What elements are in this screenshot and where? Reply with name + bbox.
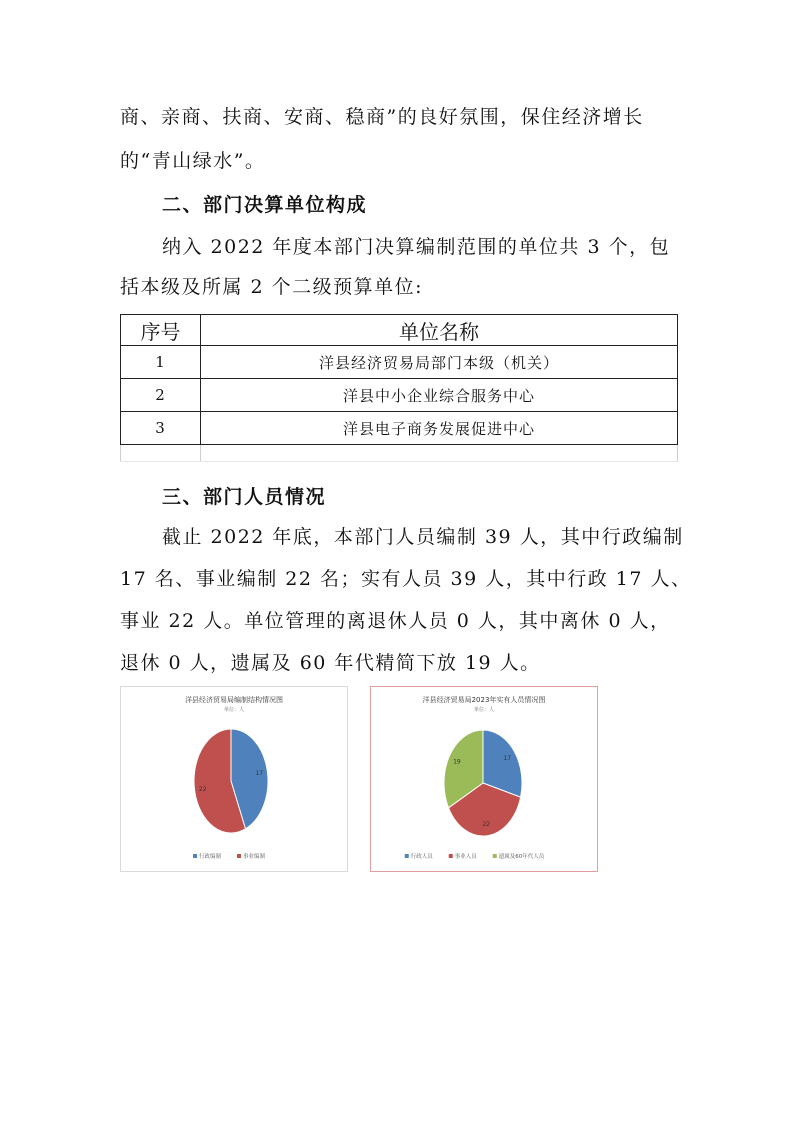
table-cell: 1 (121, 346, 201, 379)
table-cell: 洋县中小企业综合服务中心 (201, 379, 678, 412)
paragraph-line: 退休 0 人，遗属及 60 年代精简下放 19 人。 (120, 652, 541, 674)
pie-chart-staffing (120, 686, 348, 872)
chart-subtitle: 单位：人 (223, 707, 245, 713)
legend-label: 行政编制 (199, 854, 222, 860)
legend-label: 事业人员 (454, 854, 477, 860)
table-row (121, 379, 678, 412)
legend-swatch (449, 854, 453, 858)
legend-label: 行政人员 (410, 854, 433, 860)
data-label: 17 (503, 754, 512, 762)
paragraph-line: 的“青山绿水”。 (120, 150, 266, 172)
paragraph-line: 截止 2022 年底，本部门人员编制 39 人，其中行政编制 (162, 526, 684, 548)
table-cell (201, 445, 678, 462)
data-label: 19 (453, 758, 461, 766)
legend-swatch (493, 854, 497, 858)
pie-chart-svg (371, 687, 597, 871)
table-cell: 洋县经济贸易局部门本级（机关） (201, 346, 678, 379)
paragraph-line: 商、亲商、扶商、安商、稳商”的良好氛围，保住经济增长 (120, 106, 644, 128)
table-header-cell: 序号 (121, 315, 201, 346)
chart-subtitle: 单位：人 (473, 707, 495, 713)
data-label: 22 (482, 821, 491, 829)
table-row (121, 412, 678, 445)
chart-title: 洋县经济贸易局编制结构情况图 (185, 696, 283, 704)
units-table (120, 314, 678, 462)
legend-swatch (405, 854, 409, 858)
table-cell: 洋县电子商务发展促进中心 (201, 412, 678, 445)
section-heading: 二、部门决算单位构成 (162, 194, 368, 216)
legend-swatch (193, 854, 197, 858)
data-label: 17 (255, 769, 264, 777)
section-heading: 三、部门人员情况 (162, 486, 327, 508)
table-cell: 2 (121, 379, 201, 412)
legend-label: 遗属及60年代人员 (498, 854, 545, 860)
paragraph-line: 纳入 2022 年度本部门决算编制范围的单位共 3 个，包 (162, 236, 671, 258)
chart-title: 洋县经济贸易局2023年实有人员情况图 (422, 696, 546, 704)
data-label: 22 (198, 786, 207, 794)
paragraph-line: 括本级及所属 2 个二级预算单位: (120, 276, 424, 298)
pie-chart-actual-staff (370, 686, 598, 872)
pie-chart-svg (121, 687, 347, 871)
table-row-empty (121, 445, 678, 462)
table-cell: 3 (121, 412, 201, 445)
table-row (121, 346, 678, 379)
paragraph-line: 事业 22 人。单位管理的离退休人员 0 人，其中离休 0 人， (120, 610, 671, 632)
table-header-row (121, 315, 678, 346)
legend-swatch (237, 854, 241, 858)
table-cell (121, 445, 201, 462)
table-header-cell: 单位名称 (201, 315, 678, 346)
paragraph-line: 17 名、事业编制 22 名；实有人员 39 人，其中行政 17 人、 (120, 568, 692, 590)
legend-label: 事业编制 (243, 854, 266, 860)
